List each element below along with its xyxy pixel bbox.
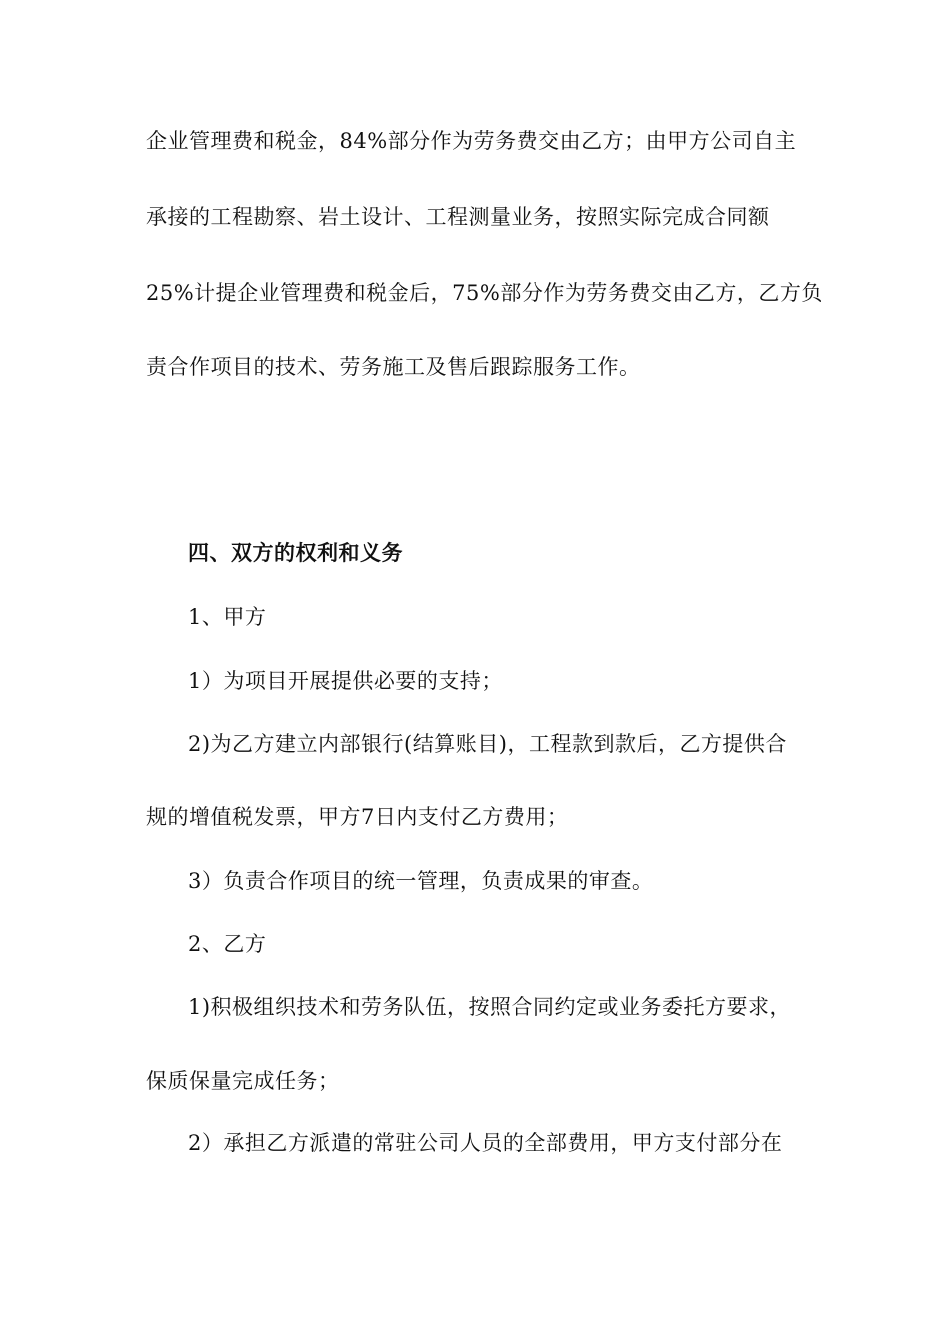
party-a-item-2-line-1: 2)为乙方建立内部银行(结算账目)，工程款到款后，乙方提供合 <box>188 732 787 756</box>
party-b-title: 2、乙方 <box>188 932 267 956</box>
party-a-item-1: 1）为项目开展提供必要的支持； <box>188 669 503 693</box>
paragraph-line-3: 25%计提企业管理费和税金后，75%部分作为劳务费交由乙方，乙方负 <box>146 281 823 305</box>
party-a-title: 1、甲方 <box>188 605 267 629</box>
paragraph-line-1: 企业管理费和税金，84%部分作为劳务费交由乙方；由甲方公司自主 <box>146 129 797 153</box>
paragraph-line-4: 责合作项目的技术、劳务施工及售后跟踪服务工作。 <box>146 355 641 379</box>
party-b-item-1-line-2: 保质保量完成任务； <box>146 1069 340 1093</box>
party-b-item-2-line-1: 2）承担乙方派遣的常驻公司人员的全部费用，甲方支付部分在 <box>188 1131 783 1155</box>
party-b-item-1-line-1: 1)积极组织技术和劳务队伍，按照合同约定或业务委托方要求， <box>188 995 792 1019</box>
paragraph-line-2: 承接的工程勘察、岩土设计、工程测量业务，按照实际完成合同额 <box>146 205 770 229</box>
party-a-item-2-line-2: 规的增值税发票，甲方7日内支付乙方费用； <box>146 805 569 829</box>
section-heading: 四、双方的权利和义务 <box>188 540 403 565</box>
party-a-item-3: 3）负责合作项目的统一管理，负责成果的审查。 <box>188 869 654 893</box>
